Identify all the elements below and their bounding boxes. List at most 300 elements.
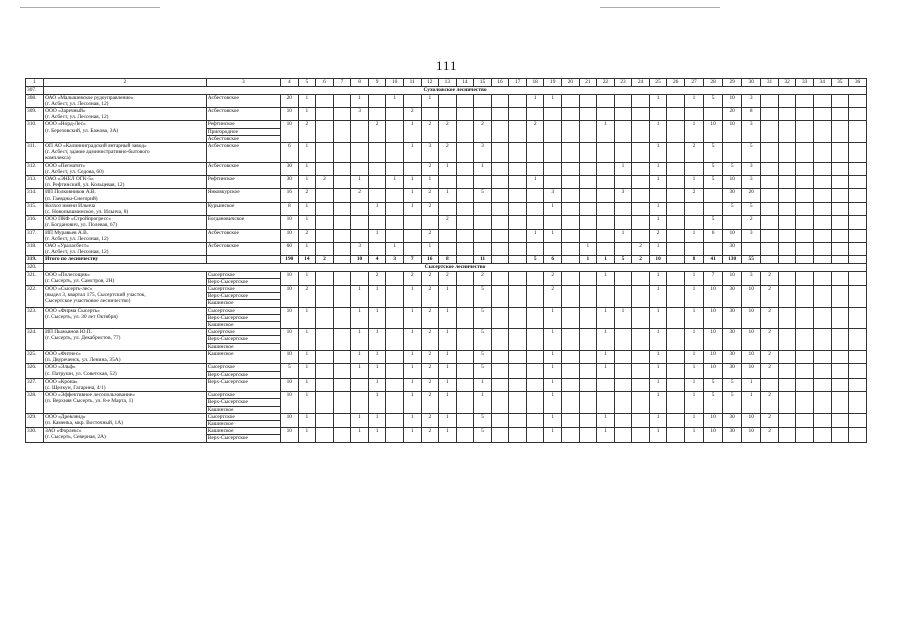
value-cell: 1 [298,94,316,107]
value-cell: 1 [544,413,562,427]
forest-district [206,392,280,414]
value-cell [333,271,351,285]
value-cell [579,271,597,285]
value-cell: 3 [742,271,761,285]
value-cell: 5 [704,216,723,229]
value-cell: 20 [742,189,761,202]
value-cell [562,121,580,143]
column-number-header: 20 [562,79,580,87]
value-cell [813,143,831,163]
organization-name [44,121,207,143]
value-cell: 1 [368,329,386,351]
section-title: Сысертское лесничество [44,264,867,272]
value-cell [813,428,831,442]
value-cell [491,229,509,242]
value-cell: 2 [421,121,439,143]
column-number-header: 6 [316,79,334,87]
value-cell [456,307,474,329]
value-cell: 2 [421,364,439,378]
value-cell [632,189,650,202]
value-cell [509,176,527,189]
value-cell [316,229,334,242]
value-cell [562,243,580,256]
table-row [26,176,867,189]
value-cell [614,143,632,163]
value-cell [579,378,597,391]
value-cell: 5 [723,162,742,175]
value-cell: 2 [761,271,779,285]
value-cell [491,108,509,121]
value-cell [351,162,369,175]
organization-name-line: ООО «Фитнес» [45,350,81,357]
value-cell: 1 [403,286,421,308]
value-cell [796,428,814,442]
value-cell [597,378,615,391]
value-cell [849,307,867,329]
forest-district [206,176,280,189]
value-cell: 1 [298,364,316,378]
value-cell: 10 [742,364,761,378]
value-cell: 5 [704,94,723,107]
forest-district-line: Асбестовское [207,229,239,236]
value-cell: 1 [684,121,703,143]
value-cell [579,350,597,363]
value-cell: 2 [761,392,779,414]
row-number: 330. [26,428,44,442]
value-cell: 1 [597,428,615,442]
value-cell [632,271,650,285]
row-number: 315. [26,202,44,215]
value-cell [456,392,474,414]
value-cell [544,162,562,175]
column-number-header: 14 [456,79,474,87]
value-cell: 1 [298,108,316,121]
value-cell: 1 [351,286,369,308]
value-cell [579,286,597,308]
forest-district-line: Рефтинское [207,121,235,128]
value-cell [316,162,334,175]
value-cell [667,350,685,363]
value-cell: 5 [704,392,723,414]
value-cell [667,216,685,229]
value-cell [761,229,779,242]
table-row [26,189,867,202]
value-cell: 2 [421,307,439,329]
value-cell: 1 [684,413,703,427]
value-cell: 1 [526,94,544,107]
value-cell [526,108,544,121]
value-cell [316,202,334,215]
organization-name [44,329,207,351]
column-number-header: 5 [298,79,316,87]
value-cell: 10 [704,307,723,329]
organization-name-line: (г. Асбест, ул. Лесозная, 12) [45,114,109,121]
value-cell [579,189,597,202]
value-cell [474,243,492,256]
value-cell: 1 [684,378,703,391]
value-cell [456,329,474,351]
value-cell: 2 [298,229,316,242]
value-cell [849,243,867,256]
organization-name [44,271,207,285]
value-cell [849,216,867,229]
forest-district-line: Кашинское [207,428,234,435]
value-cell [474,229,492,242]
organization-name-line: ООО «Древлянд» [45,413,86,420]
value-cell [456,94,474,107]
value-cell [491,121,509,143]
organization-name [44,378,207,391]
value-cell: 1 [649,350,667,363]
value-cell: 130 [723,256,742,264]
value-cell: 1 [403,307,421,329]
value-cell [316,108,334,121]
forest-district-line: Сысертское [207,329,235,336]
forest-district [206,378,280,391]
value-cell [509,143,527,163]
value-cell [778,364,796,378]
value-cell [761,108,779,121]
value-cell [796,286,814,308]
value-cell [813,271,831,285]
value-cell [632,329,650,351]
value-cell [386,216,404,229]
value-cell [614,428,632,442]
value-cell [796,392,814,414]
organization-name-line: ИП Муравьев А.В. [45,229,89,236]
value-cell [667,94,685,107]
value-cell: 5 [742,143,761,163]
value-cell [562,329,580,351]
value-cell: 6 [281,143,299,163]
value-cell [796,202,814,215]
value-cell [597,108,615,121]
value-cell: 1 [351,176,369,189]
value-cell: 2 [351,189,369,202]
value-cell [761,202,779,215]
value-cell [614,378,632,391]
value-cell [632,162,650,175]
value-cell [509,350,527,363]
organization-name-line: Итого по лесничеству [45,256,99,263]
value-cell [761,216,779,229]
organization-name-line: (г. Сысерть, Северная, 2А) [45,434,106,441]
value-cell [723,216,742,229]
value-cell [796,256,814,264]
value-cell: 11 [474,256,492,264]
organization-name-line: (г. Асбест, ул. Седова, 60) [45,168,104,175]
value-cell: 10 [704,286,723,308]
value-cell [632,216,650,229]
forest-district-line: Кашинское [207,321,280,328]
value-cell [778,413,796,427]
column-number-header: 1 [26,79,44,87]
organization-name-line: (выдел 3, квартал 175, Сысертский участок, [45,292,146,299]
value-cell: 1 [403,143,421,163]
value-cell [831,108,849,121]
value-cell: 1 [649,94,667,107]
organization-name-line: (г. Сысерть, ул. Самстроя, 2Н) [45,277,115,284]
organization-name-line: (с. Патрушн, ул. Советская, 52) [45,370,117,377]
value-cell: 5 [474,329,492,351]
table-row [26,428,867,442]
value-cell [649,189,667,202]
value-cell: 1 [544,378,562,391]
value-cell: 10 [281,229,299,242]
row-number: 310. [26,121,44,143]
value-cell [849,176,867,189]
value-cell: 1 [298,143,316,163]
value-cell: 30 [723,364,742,378]
forest-district-line: Верх-Сысертское [207,335,280,342]
value-cell [778,428,796,442]
value-cell: 1 [368,350,386,363]
organization-name [44,108,207,121]
value-cell [614,329,632,351]
value-cell: 1 [403,392,421,414]
value-cell [316,413,334,427]
organization-name [44,162,207,175]
value-cell: 10 [281,271,299,285]
row-number: 317. [26,229,44,242]
value-cell [614,202,632,215]
table-row [26,202,867,215]
value-cell: 5 [474,286,492,308]
value-cell [796,189,814,202]
table-row [26,216,867,229]
value-cell: 1 [403,350,421,363]
value-cell: 1 [403,202,421,215]
value-cell [562,94,580,107]
value-cell [831,121,849,143]
value-cell [526,307,544,329]
value-cell [509,94,527,107]
value-cell [509,162,527,175]
value-cell [704,189,723,202]
value-cell: 1 [439,350,457,363]
value-cell: 2 [632,256,650,264]
organization-name-line: ОП АО «Калининградский янтарный завод» [45,143,147,150]
value-cell [778,271,796,285]
column-number-header: 13 [439,79,457,87]
value-cell [667,143,685,163]
value-cell [403,243,421,256]
value-cell [667,286,685,308]
value-cell: 2 [421,286,439,308]
value-cell [813,243,831,256]
value-cell [562,108,580,121]
value-cell: 30 [723,329,742,351]
value-cell [831,350,849,363]
organization-name [44,202,207,215]
value-cell [831,216,849,229]
organization-name [44,94,207,107]
value-cell [849,108,867,121]
value-cell: 8 [439,256,457,264]
organization-name [44,229,207,242]
value-cell: 2 [403,271,421,285]
value-cell: 1 [544,350,562,363]
value-cell [704,243,723,256]
value-cell: 2 [403,108,421,121]
value-cell [526,162,544,175]
value-cell: 2 [368,271,386,285]
value-cell [813,256,831,264]
column-number-header: 9 [368,79,386,87]
value-cell: 7 [704,271,723,285]
value-cell [368,189,386,202]
organization-name-line: ООО «Пегматит» [45,162,86,169]
value-cell [796,229,814,242]
value-cell [831,329,849,351]
value-cell: 8 [742,108,761,121]
value-cell: 30 [723,350,742,363]
value-cell [544,216,562,229]
forest-district [206,307,280,329]
organization-name [44,428,207,442]
value-cell [831,271,849,285]
organization-name [44,286,207,308]
value-cell [526,378,544,391]
column-number-header: 28 [704,79,723,87]
value-cell: 10 [704,350,723,363]
value-cell [704,202,723,215]
value-cell: 1 [439,413,457,427]
column-number-header: 36 [849,79,867,87]
table-row [26,378,867,391]
value-cell: 5 [474,350,492,363]
value-cell [579,392,597,414]
organization-name-line: Сысертское участковое лесничество) [45,298,131,305]
value-cell [614,216,632,229]
value-cell: 5 [742,202,761,215]
value-cell [632,143,650,163]
table-row [26,329,867,351]
value-cell [849,350,867,363]
forest-district [206,189,280,202]
value-cell [474,176,492,189]
value-cell: 1 [421,94,439,107]
column-number-header: 32 [778,79,796,87]
value-cell: 1 [684,350,703,363]
value-cell [796,162,814,175]
value-cell: 5 [281,364,299,378]
column-number-header: 17 [509,79,527,87]
value-cell: 8 [281,202,299,215]
value-cell: 1 [298,176,316,189]
value-cell [831,286,849,308]
value-cell [333,243,351,256]
value-cell [316,286,334,308]
value-cell: 2 [421,428,439,442]
column-number-header: 30 [742,79,761,87]
value-cell [333,413,351,427]
value-cell: 20 [281,94,299,107]
value-cell [667,392,685,414]
value-cell: 3 [351,108,369,121]
value-cell [562,364,580,378]
organization-name-line: (с. Новопышминское, ул. Ильича, 8) [45,209,129,216]
value-cell: 1 [403,428,421,442]
value-cell [849,428,867,442]
row-number: 311. [26,143,44,163]
forest-district [206,121,280,143]
organization-name [44,364,207,378]
value-cell: 20 [723,108,742,121]
value-cell [796,271,814,285]
value-cell [491,256,509,264]
value-cell [831,428,849,442]
value-cell [761,378,779,391]
value-cell: 2 [684,189,703,202]
column-number-header: 27 [684,79,703,87]
value-cell [796,307,814,329]
value-cell [491,307,509,329]
value-cell [813,378,831,391]
value-cell: 1 [579,243,597,256]
value-cell [526,392,544,414]
value-cell [813,94,831,107]
row-number: 322. [26,286,44,308]
value-cell: 2 [761,286,779,308]
value-cell [456,108,474,121]
value-cell [351,378,369,391]
value-cell [368,243,386,256]
value-cell: 3 [386,256,404,264]
value-cell [778,392,796,414]
value-cell [526,350,544,363]
organization-name-line: (г. Асбест, ул. Лесозная, 12) [45,100,109,107]
value-cell: 1 [298,307,316,329]
forest-district-line: Верх-Сысертское [207,278,280,285]
row-number: 325. [26,350,44,363]
organization-name-line: ООО «Эффективное лесопользование» [45,392,135,399]
value-cell [316,121,334,143]
value-cell [562,229,580,242]
value-cell [579,121,597,143]
value-cell [813,202,831,215]
value-cell: 1 [351,413,369,427]
value-cell [796,243,814,256]
value-cell: 1 [403,329,421,351]
value-cell: 1 [439,428,457,442]
value-cell: 30 [723,307,742,329]
value-cell [333,392,351,414]
organization-name-line: (г. Асбест, здание административно-бытового [45,149,150,156]
organization-name-line: ООО «Эльф» [45,364,76,371]
column-number-header: 34 [813,79,831,87]
value-cell: 3 [351,243,369,256]
value-cell: 10 [704,121,723,143]
value-cell [403,229,421,242]
value-cell [491,202,509,215]
value-cell: 5 [704,176,723,189]
value-cell: 10 [281,378,299,391]
organization-name-line: (п. Гаевдны-Снегорий) [45,195,98,202]
value-cell: 2 [316,256,334,264]
value-cell [491,413,509,427]
value-cell [456,378,474,391]
value-cell: 2 [439,216,457,229]
value-cell [351,271,369,285]
value-cell [778,229,796,242]
value-cell [562,271,580,285]
value-cell [742,243,761,256]
value-cell [597,143,615,163]
value-cell: 10 [742,307,761,329]
organization-name [44,307,207,329]
forest-district [206,364,280,378]
